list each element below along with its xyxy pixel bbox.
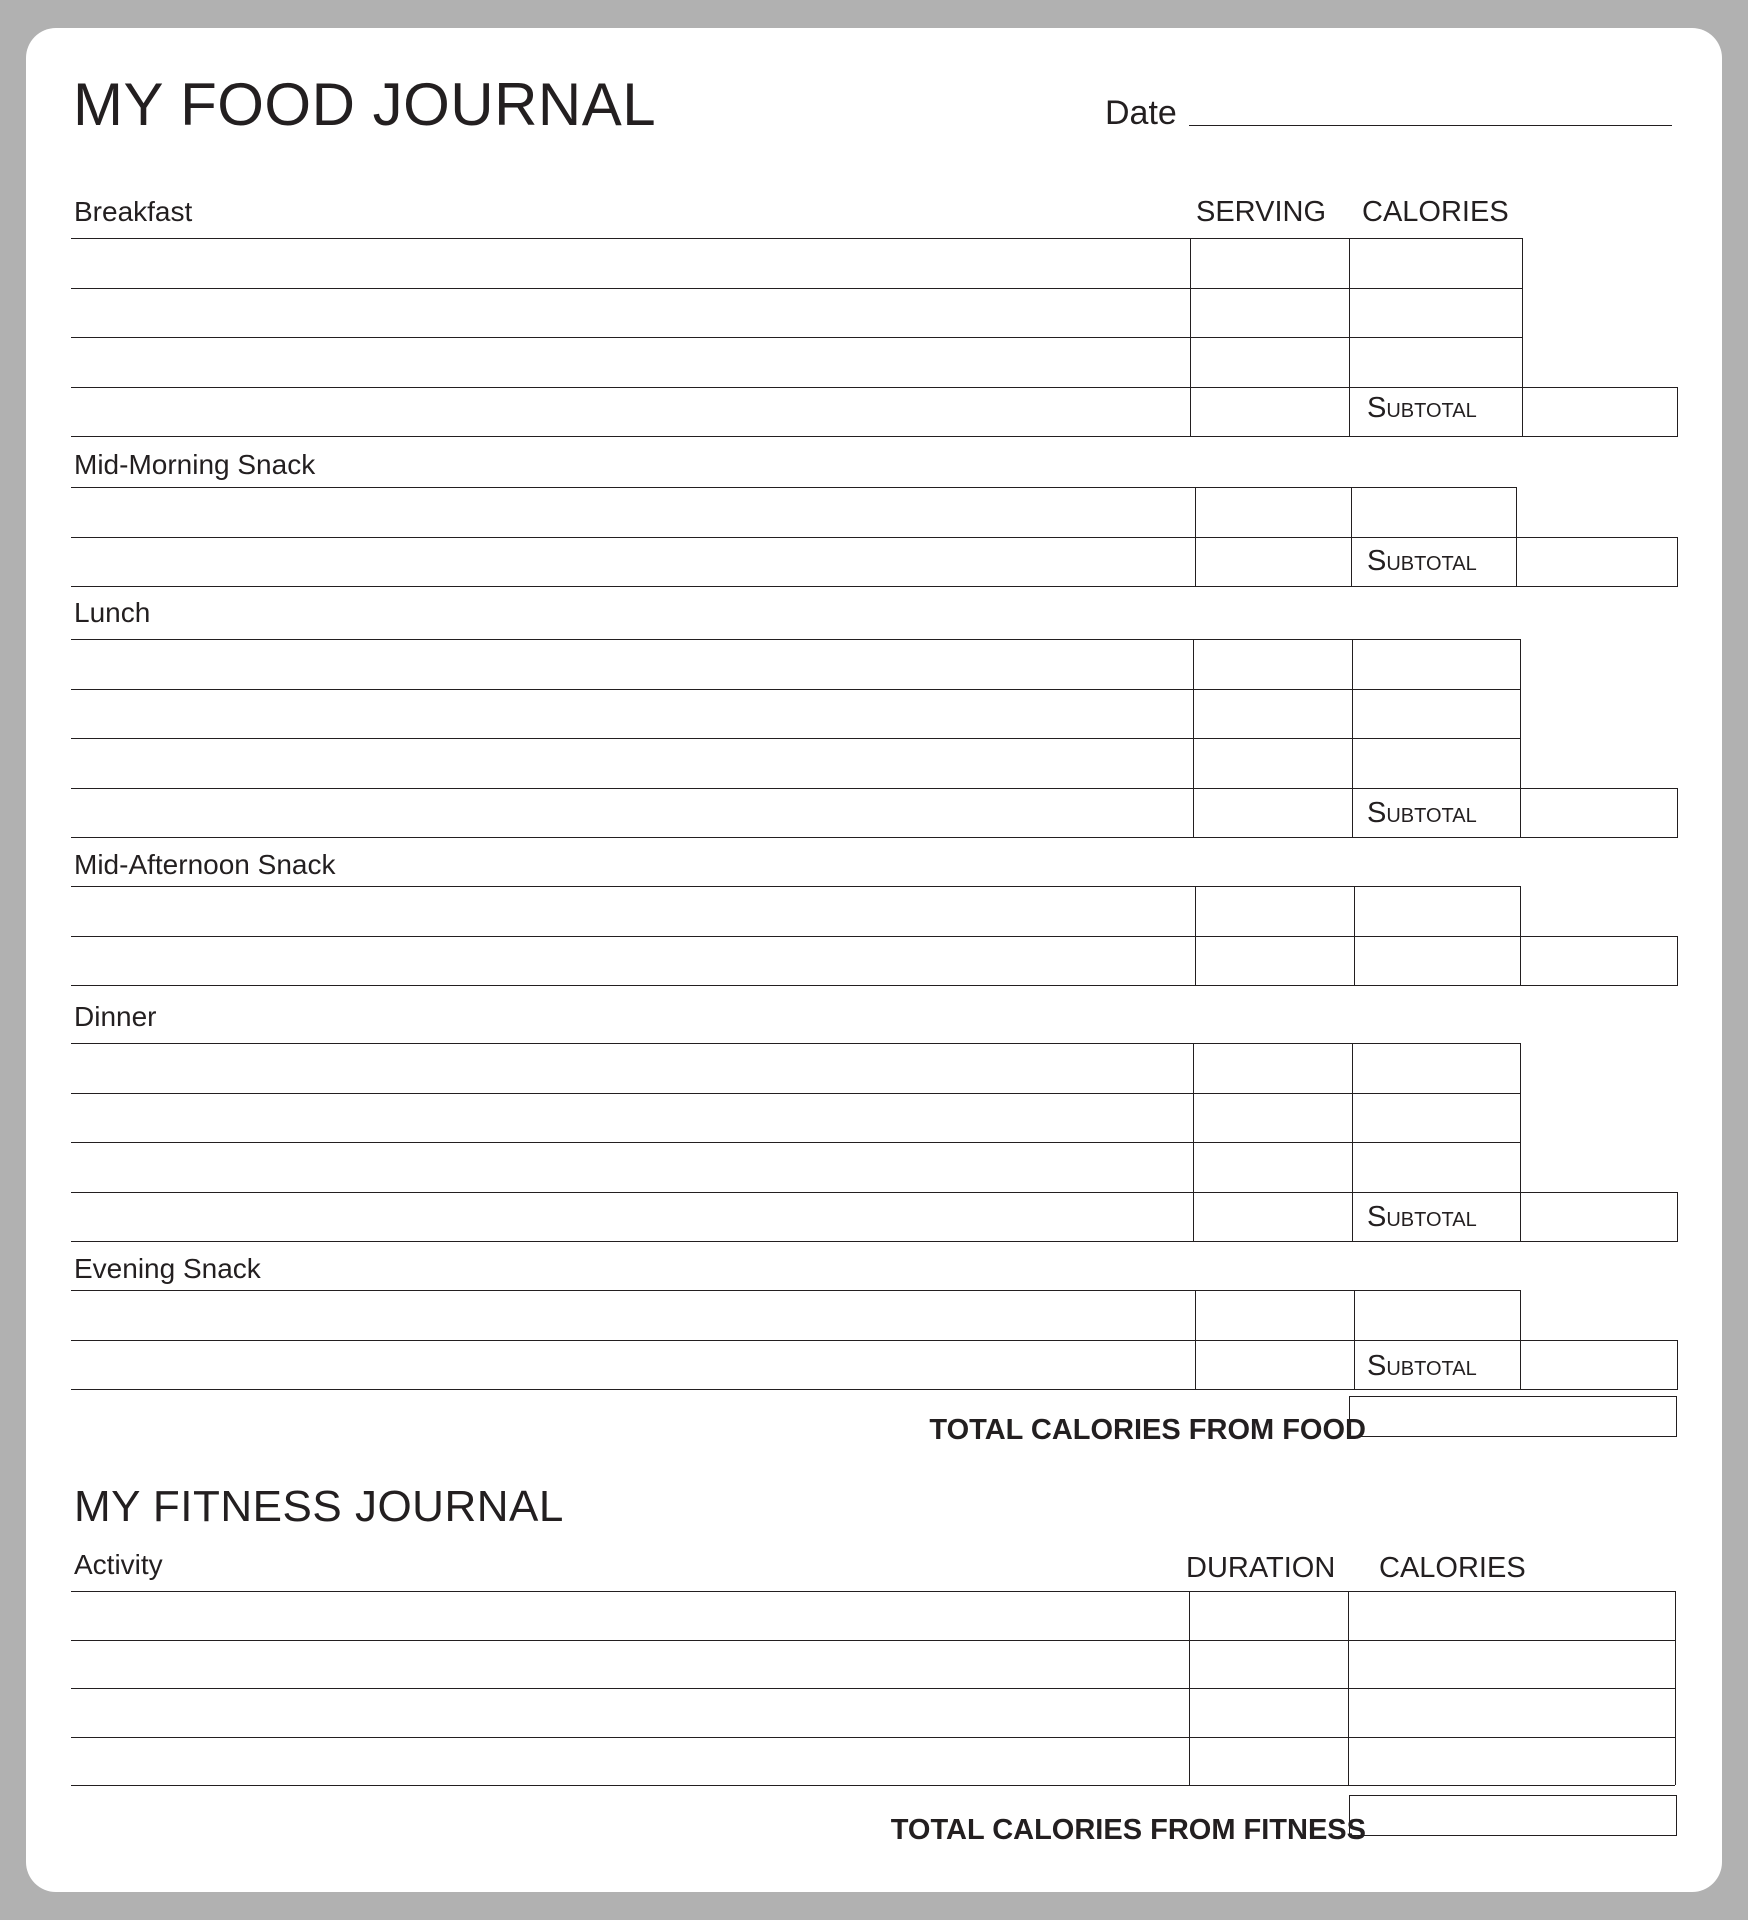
serving-header: SERVING [1196,196,1327,228]
table-row-line [71,1192,1677,1193]
fitness-row-line [71,1785,1675,1786]
fitness-journal-title: MY FITNESS JOURNAL [74,1482,564,1531]
fitness-calories-field[interactable] [1350,1593,1673,1638]
meal-label-dinner: Dinner [74,1001,157,1032]
table-row-line [71,985,1677,986]
calories-column-end [1520,1043,1521,1241]
serving-field[interactable] [1195,691,1350,737]
activity-field[interactable] [73,1690,1187,1735]
activity-field[interactable] [73,1593,1187,1638]
subtotal-box-edge [1677,537,1678,587]
calories-field[interactable] [1356,888,1518,934]
meal-label-mid-afternoon-snack: Mid-Afternoon Snack [74,849,336,880]
food-item-field[interactable] [73,691,1191,737]
table-row-line [71,837,1677,838]
food-item-field[interactable] [73,938,1193,984]
serving-column-divider [1193,1043,1194,1241]
subtotal-box-edge [1677,936,1678,986]
food-item-field[interactable] [73,740,1191,786]
food-item-field[interactable] [73,1292,1193,1338]
table-row-line [71,1241,1677,1242]
fitness-calories-column-divider [1348,1591,1349,1785]
table-row-line [71,1093,1520,1094]
food-item-field[interactable] [73,240,1188,286]
duration-field[interactable] [1191,1593,1346,1638]
fitness-calories-field[interactable] [1350,1690,1673,1735]
meal-label-evening-snack: Evening Snack [74,1253,261,1284]
table-row-line [71,1043,1520,1044]
serving-column-divider [1195,487,1196,586]
fitness-table-edge [1675,1591,1676,1785]
calories-column-divider [1354,886,1355,985]
duration-field[interactable] [1191,1642,1346,1687]
food-item-field[interactable] [73,790,1191,836]
subtotal-field[interactable] [1522,1194,1675,1240]
total-fitness-label: TOTAL CALORIES FROM FITNESS [890,1814,1366,1846]
table-row-line [71,738,1520,739]
food-journal-title: MY FOOD JOURNAL [73,71,657,138]
subtotal-field[interactable] [1518,539,1675,585]
table-row-line [71,639,1520,640]
calories-column-end [1520,639,1521,837]
table-row-line [71,337,1522,338]
table-row-line [71,1340,1677,1341]
table-row-line [71,586,1677,587]
fitness-calories-field[interactable] [1350,1739,1673,1784]
calories-field[interactable] [1354,1045,1518,1091]
fitness-row-line [71,1688,1675,1689]
calories-field[interactable] [1354,691,1518,737]
calories-column-divider [1352,1043,1353,1241]
fitness-calories-header: CALORIES [1379,1552,1526,1584]
serving-field[interactable] [1195,740,1350,786]
serving-column-divider [1195,886,1196,985]
activity-field[interactable] [73,1739,1187,1784]
date-label: Date [1105,94,1177,132]
subtotal-label-lunch: Subtotal [1367,797,1477,829]
subtotal-label-evening: Subtotal [1367,1350,1477,1382]
fitness-calories-field[interactable] [1350,1642,1673,1687]
meal-label-breakfast: Breakfast [74,196,193,227]
calories-field[interactable] [1351,290,1520,336]
subtotal-label-breakfast: Subtotal [1367,392,1477,424]
calories-column-divider [1354,1290,1355,1389]
calories-header: CALORIES [1362,196,1509,228]
calories-column-divider [1349,238,1350,436]
serving-field[interactable] [1195,1095,1350,1141]
table-row-line [71,238,1522,239]
subtotal-label-mid-morning: Subtotal [1367,545,1477,577]
activity-field[interactable] [73,1642,1187,1687]
food-item-field[interactable] [73,290,1188,336]
subtotal-box-edge [1677,1340,1678,1390]
food-item-field[interactable] [73,539,1193,585]
table-row-line [71,487,1516,488]
serving-field[interactable] [1192,339,1347,385]
serving-field[interactable] [1197,539,1349,585]
calories-field[interactable] [1353,489,1514,535]
serving-column-divider [1195,1290,1196,1389]
duration-header: DURATION [1186,1552,1336,1584]
food-item-field[interactable] [73,1045,1191,1091]
calories-column-end [1520,1290,1521,1389]
table-row-line [71,788,1677,789]
subtotal-label-dinner: Subtotal [1367,1201,1477,1233]
total-fitness-box[interactable] [1349,1795,1677,1836]
calories-field[interactable] [1351,240,1520,286]
calories-column-end [1516,487,1517,586]
duration-column-divider [1189,1591,1190,1785]
food-item-field[interactable] [73,1095,1191,1141]
serving-column-divider [1190,238,1191,436]
calories-field[interactable] [1354,1144,1518,1190]
calories-field[interactable] [1356,1292,1518,1338]
duration-field[interactable] [1191,1739,1346,1784]
meal-label-mid-morning-snack: Mid-Morning Snack [74,449,316,480]
calories-field[interactable] [1354,740,1518,786]
subtotal-field[interactable] [1522,1342,1675,1388]
table-row-line [71,936,1677,937]
calories-field[interactable] [1354,641,1518,687]
serving-column-divider [1193,639,1194,837]
serving-field[interactable] [1195,1045,1350,1091]
serving-field[interactable] [1197,888,1352,934]
table-row-line [71,387,1677,388]
table-row-line [71,436,1677,437]
table-row-line [71,1389,1677,1390]
serving-field[interactable] [1197,1342,1352,1388]
serving-field[interactable] [1195,1144,1350,1190]
food-item-field[interactable] [73,389,1188,435]
food-item-field[interactable] [73,489,1193,535]
serving-field[interactable] [1192,389,1347,435]
table-row-line [71,886,1520,887]
food-item-field[interactable] [73,1144,1191,1190]
subtotal-box-edge [1677,788,1678,838]
table-row-line [71,1290,1520,1291]
total-food-box[interactable] [1349,1396,1677,1437]
subtotal-box-edge [1677,1192,1678,1242]
calories-column-divider [1351,487,1352,586]
table-row-line [71,689,1520,690]
calories-column-end [1522,238,1523,436]
food-item-field[interactable] [73,888,1193,934]
serving-field[interactable] [1195,1194,1350,1240]
food-item-field[interactable] [73,1194,1191,1240]
serving-field[interactable] [1197,489,1349,535]
fitness-row-line [71,1640,1675,1641]
table-row-line [71,288,1522,289]
food-item-field[interactable] [73,339,1188,385]
calories-field[interactable] [1354,1095,1518,1141]
serving-field[interactable] [1197,1292,1352,1338]
calories-field[interactable] [1351,339,1520,385]
total-food-label: TOTAL CALORIES FROM FOOD [929,1414,1366,1446]
serving-field[interactable] [1197,938,1352,984]
activity-label: Activity [74,1549,163,1580]
serving-field[interactable] [1195,790,1350,836]
serving-field[interactable] [1192,290,1347,336]
subtotal-field[interactable] [1524,389,1675,435]
serving-field[interactable] [1195,641,1350,687]
fitness-row-line [71,1591,1675,1592]
fitness-row-line [71,1737,1675,1738]
subtotal-field[interactable] [1522,938,1675,984]
date-field[interactable] [1189,125,1672,126]
duration-field[interactable] [1191,1690,1346,1735]
serving-field[interactable] [1192,240,1347,286]
food-item-field[interactable] [73,1342,1193,1388]
food-item-field[interactable] [73,641,1191,687]
journal-page [26,28,1722,1892]
calories-column-divider [1352,639,1353,837]
calories-column-end [1520,886,1521,985]
table-row-line [71,1142,1520,1143]
subtotal-field[interactable] [1522,790,1675,836]
table-row-line [71,537,1677,538]
subtotal-box-edge [1677,387,1678,437]
meal-label-lunch: Lunch [74,597,151,628]
